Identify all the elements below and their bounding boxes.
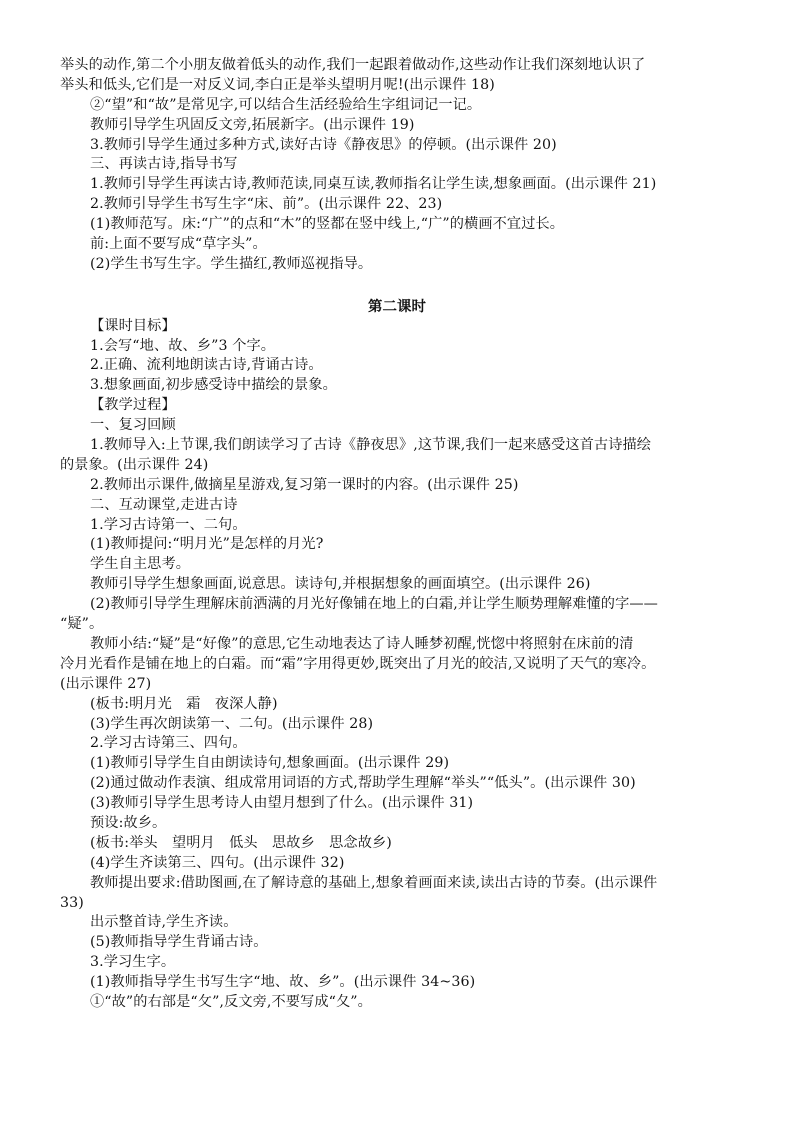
text-line: 2.教师引导学生书写生字“床、前”。(出示课件 22、23) xyxy=(90,196,443,213)
paragraph-block-lesson-two xyxy=(0,317,794,1013)
text-line: 【教学过程】 xyxy=(90,397,176,414)
text-line: 教师提出要求:借助图画,在了解诗意的基础上,想象着画面来读,读出古诗的节奏。(出示课件 xyxy=(90,874,658,891)
text-line: 1.教师引导学生再读古诗,教师范读,同桌互读,教师指名让学生读,想象画面。(出示课件 21) xyxy=(90,176,657,193)
text-line: 33) xyxy=(60,894,84,911)
text-line: (板书:明月光 霜 夜深人静) xyxy=(90,695,278,712)
text-line: 3.教师引导学生通过多种方式,读好古诗《静夜思》的停顿。(出示课件 20) xyxy=(90,136,557,153)
text-line: (5)教师指导学生背诵古诗。 xyxy=(90,934,268,951)
text-line: 出示整首诗,学生齐读。 xyxy=(90,914,238,931)
text-line: (1)教师提问:“明月光”是怎样的月光? xyxy=(90,536,324,553)
text-line: 3.想象画面,初步感受诗中描绘的景象。 xyxy=(90,377,337,394)
text-line: 三、再读古诗,指导书写 xyxy=(90,156,238,173)
text-line: 1.教师导入:上节课,我们朗读学习了古诗《静夜思》,这节课,我们一起来感受这首古诗描绘 xyxy=(90,437,652,454)
paragraph-block-lesson-one-end xyxy=(0,56,794,275)
text-line: 【课时目标】 xyxy=(90,317,176,334)
text-line: 教师引导学生巩固反文旁,拓展新字。(出示课件 19) xyxy=(90,116,415,133)
text-line: (2)学生书写生字。学生描红,教师巡视指导。 xyxy=(90,255,373,272)
text-line: (1)教师范写。床:“广”的点和“木”的竖都在竖中线上,“广”的横画不宜过长。 xyxy=(90,216,565,233)
text-line: 教师引导学生想象画面,说意思。读诗句,并根据想象的画面填空。(出示课件 26) xyxy=(90,576,591,593)
document-page xyxy=(0,56,794,1013)
text-line: 2.正确、流利地朗读古诗,背诵古诗。 xyxy=(90,357,323,374)
text-line: 举头和低头,它们是一对反义词,李白正是举头望明月呢!(出示课件 18) xyxy=(60,76,495,93)
text-line: (2)教师引导学生理解床前洒满的月光好像铺在地上的白霜,并让学生顺势理解难懂的字—— xyxy=(90,596,658,613)
text-line: 举头的动作,第二个小朋友做着低头的动作,我们一起跟着做动作,这些动作让我们深刻地认识了 xyxy=(60,57,646,73)
text-line: 3.学习生字。 xyxy=(90,954,176,971)
text-line: 前:上面不要写成“草字头”。 xyxy=(90,236,267,253)
text-line: (1)教师引导学生自由朗读诗句,想象画面。(出示课件 29) xyxy=(90,755,450,772)
text-line: (2)通过做动作表演、组成常用词语的方式,帮助学生理解“举头”“低头”。(出示课件 30) xyxy=(90,775,636,792)
section-title: 第二课时 xyxy=(368,297,426,315)
text-line: 学生自主思考。 xyxy=(90,556,191,573)
text-line: ②“望”和“故”是常见字,可以结合生活经验给生字组词记一记。 xyxy=(90,96,482,113)
text-line: 1.学习古诗第一、二句。 xyxy=(90,516,247,533)
text-line: (1)教师指导学生书写生字“地、故、乡”。(出示课件 34~36) xyxy=(90,974,476,991)
text-line: 一、复习回顾 xyxy=(90,417,176,434)
text-line: 的景象。(出示课件 24) xyxy=(60,456,209,473)
text-line: 教师小结:“疑”是“好像”的意思,它生动地表达了诗人睡梦初醒,恍惚中将照射在床前的清 xyxy=(90,635,634,652)
text-line: 1.会写“地、故、乡”3 个字。 xyxy=(90,337,276,354)
text-line: “疑”。 xyxy=(60,616,104,633)
text-line: 预设:故乡。 xyxy=(90,814,167,831)
text-line: 2.学习古诗第三、四句。 xyxy=(90,735,247,752)
spacer xyxy=(0,275,794,297)
text-line: ①“故”的右部是“攵”,反文旁,不要写成“夂”。 xyxy=(90,993,372,1010)
text-line: (3)教师引导学生思考诗人由望月想到了什么。(出示课件 31) xyxy=(90,795,474,812)
text-line: (出示课件 27) xyxy=(60,675,152,692)
text-line: 二、互动课堂,走进古诗 xyxy=(90,496,238,513)
text-line: (4)学生齐读第三、四句。(出示课件 32) xyxy=(90,854,345,871)
text-line: (3)学生再次朗读第一、二句。(出示课件 28) xyxy=(90,715,374,732)
text-line: (板书:举头 望明月 低头 思故乡 思念故乡) xyxy=(90,834,392,851)
text-line: 2.教师出示课件,做摘星星游戏,复习第一课时的内容。(出示课件 25) xyxy=(90,476,519,493)
text-line: 冷月光看作是铺在地上的白霜。而“霜”字用得更妙,既突出了月光的皎洁,又说明了天气的寒冷。 xyxy=(60,655,656,672)
